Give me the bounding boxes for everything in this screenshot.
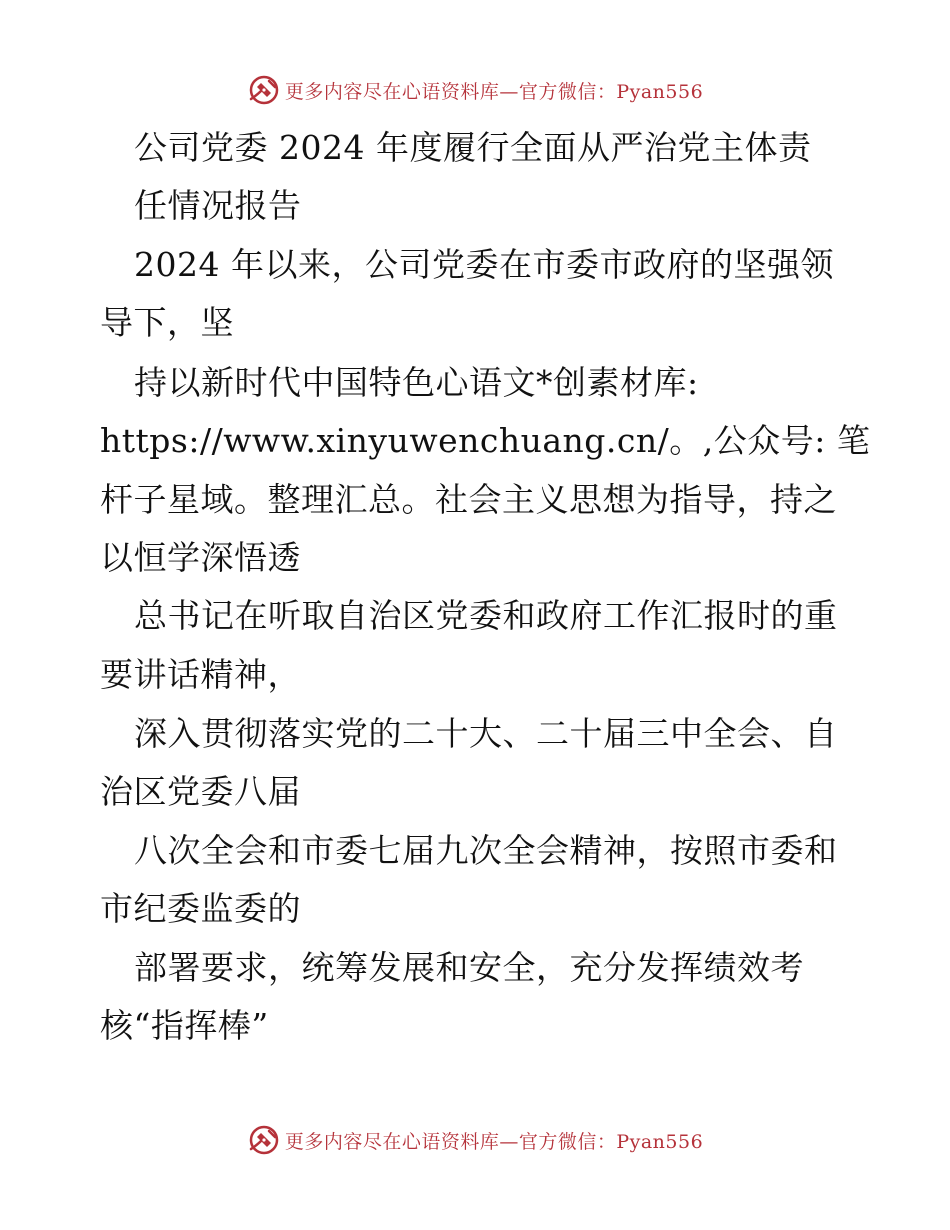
- doc-line: 总书记在听取自治区党委和政府工作汇报时的重: [134, 596, 838, 635]
- doc-line: 公司党委 2024 年度履行全面从严治党主体责: [134, 128, 812, 167]
- doc-line: 任情况报告: [134, 186, 302, 225]
- doc-line: 要讲话精神，: [100, 655, 301, 694]
- header-banner: [0, 70, 950, 110]
- footer-banner: [0, 1120, 950, 1160]
- doc-line: 深入贯彻落实党的二十大、二十届三中全会、自: [134, 714, 838, 753]
- doc-line: 市纪委监委的: [100, 889, 301, 928]
- footer-banner-text: 更多内容尽在心语资料库—官方微信：Pyan556: [284, 1130, 704, 1153]
- doc-line: 杆子星域。整理汇总。社会主义思想为指导，持之: [100, 480, 837, 519]
- doc-line: 持以新时代中国特色心语文*创素材库:: [134, 363, 699, 402]
- doc-line: 以恒学深悟透: [100, 538, 301, 577]
- doc-line: 核“指挥棒”: [100, 1006, 269, 1045]
- pen-nib-circle-icon: [247, 1123, 281, 1157]
- header-banner-text: 更多内容尽在心语资料库—官方微信：Pyan556: [284, 80, 704, 103]
- doc-line: 八次全会和市委七届九次全会精神，按照市委和: [134, 831, 838, 870]
- doc-line: 2024 年以来，公司党委在市委市政府的坚强领: [134, 245, 834, 284]
- doc-line: 导下，坚: [100, 303, 234, 342]
- doc-line: 部署要求，统筹发展和安全，充分发挥绩效考: [134, 948, 804, 987]
- pen-nib-circle-icon: [247, 73, 281, 107]
- doc-line: https://www.xinyuwenchuang.cn/。,公众号: 笔: [100, 421, 871, 460]
- doc-line: 治区党委八届: [100, 772, 301, 811]
